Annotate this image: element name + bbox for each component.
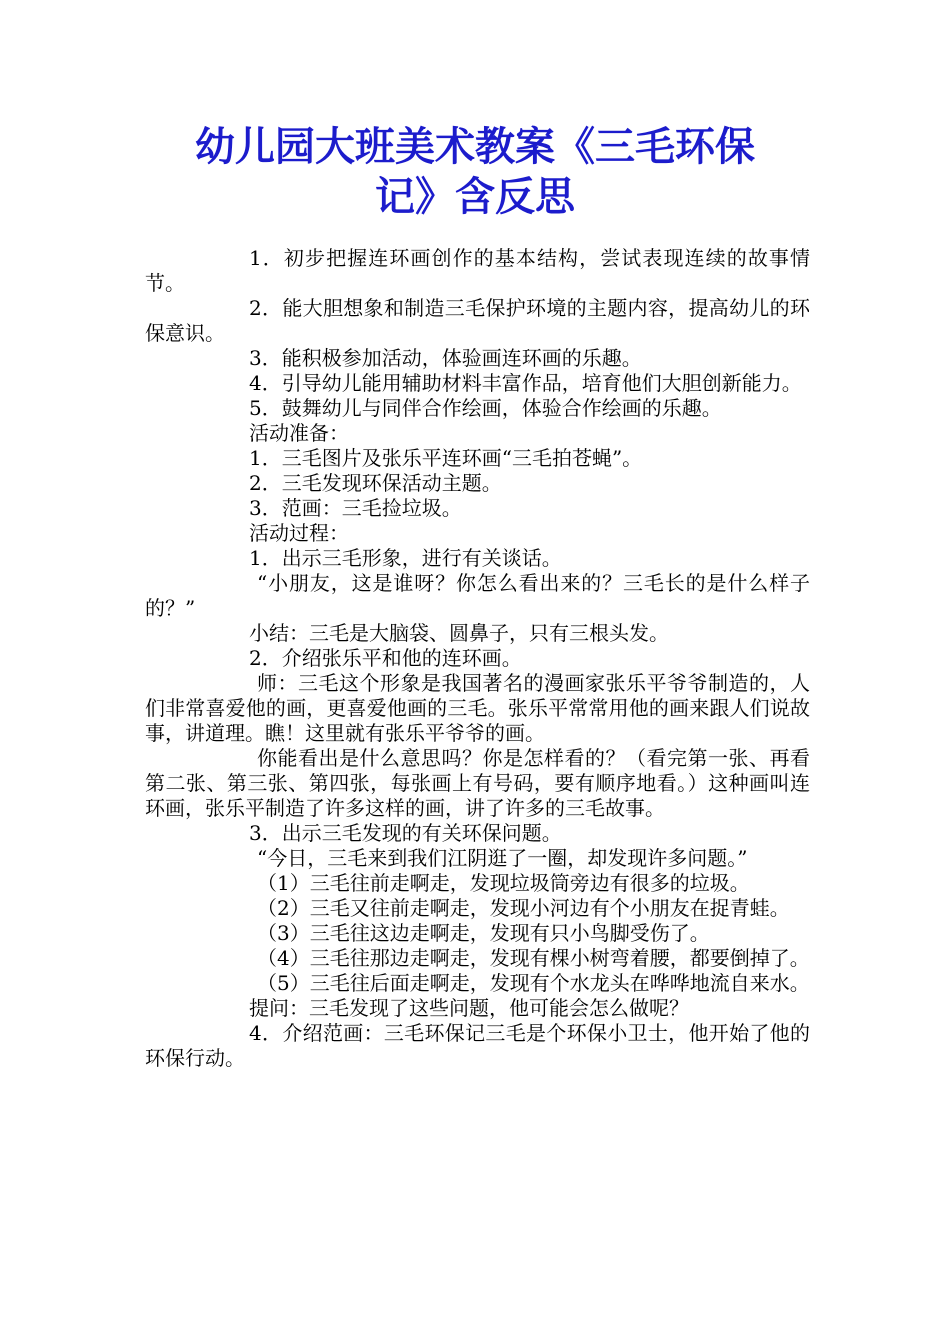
paragraph: 4．引导幼儿能用辅助材料丰富作品，培育他们大胆创新能力。 [249, 371, 802, 395]
paragraph: 4．介绍范画：三毛环保记三毛是个环保小卫士，他开始了他的环保行动。 [145, 1021, 810, 1070]
paragraph: 1．出示三毛形象，进行有关谈话。 [249, 546, 562, 570]
title-line-1: 幼儿园大班美术教案《三毛环保 [195, 124, 755, 170]
paragraph: 5．鼓舞幼儿与同伴合作绘画，体验合作绘画的乐趣。 [249, 396, 722, 420]
paragraph: 1．三毛图片及张乐平连环画“三毛拍苍蝇”。 [249, 446, 643, 470]
paragraph: 活动准备： [249, 421, 349, 445]
paragraph: 3．出示三毛发现的有关环保问题。 [249, 821, 562, 845]
paragraph: “小朋友，这是谁呀？你怎么看出来的？三毛长的是什么样子的？” [145, 571, 810, 620]
document-title [100, 122, 850, 222]
paragraph: （4）三毛往那边走啊走，发现有棵小树弯着腰，都要倒掉了。 [257, 946, 810, 970]
paragraph: 活动过程： [249, 521, 349, 545]
paragraph: “今日，三毛来到我们江阴逛了一圈，却发现许多问题。” [257, 846, 748, 870]
paragraph: 2．三毛发现环保活动主题。 [249, 471, 502, 495]
paragraph: 小结：三毛是大脑袋、圆鼻子，只有三根头发。 [249, 621, 669, 645]
paragraph: 提问：三毛发现了这些问题，他可能会怎么做呢？ [249, 996, 689, 1020]
title-line-2: 记》含反思 [375, 174, 575, 220]
paragraph: 3．范画：三毛捡垃圾。 [249, 496, 462, 520]
paragraph: 2．能大胆想象和制造三毛保护环境的主题内容，提高幼儿的环保意识。 [145, 296, 810, 345]
document-body [145, 246, 810, 1071]
paragraph: 1．初步把握连环画创作的基本结构，尝试表现连续的故事情节。 [145, 246, 810, 295]
paragraph: （5）三毛往后面走啊走，发现有个水龙头在哗哗地流自来水。 [257, 971, 810, 995]
paragraph: （2）三毛又往前走啊走，发现小河边有个小朋友在捉青蛙。 [257, 896, 790, 920]
paragraph: 你能看出是什么意思吗？你是怎样看的？（看完第一张、再看第二张、第三张、第四张，每张画上有号码，要有顺序地看。）这种画叫连环画，张乐平制造了许多这样的画，讲了许多的三毛故事。 [145, 746, 810, 820]
paragraph: （3）三毛往这边走啊走，发现有只小鸟脚受伤了。 [257, 921, 710, 945]
paragraph: 师：三毛这个形象是我国著名的漫画家张乐平爷爷制造的，人们非常喜爱他的画，更喜爱他画的三毛。张乐平常常用他的画来跟人们说故事，讲道理。瞧！这里就有张乐平爷爷的画。 [145, 671, 810, 745]
paragraph: 3．能积极参加活动，体验画连环画的乐趣。 [249, 346, 642, 370]
paragraph: （1）三毛往前走啊走，发现垃圾筒旁边有很多的垃圾。 [257, 871, 750, 895]
paragraph: 2．介绍张乐平和他的连环画。 [249, 646, 522, 670]
